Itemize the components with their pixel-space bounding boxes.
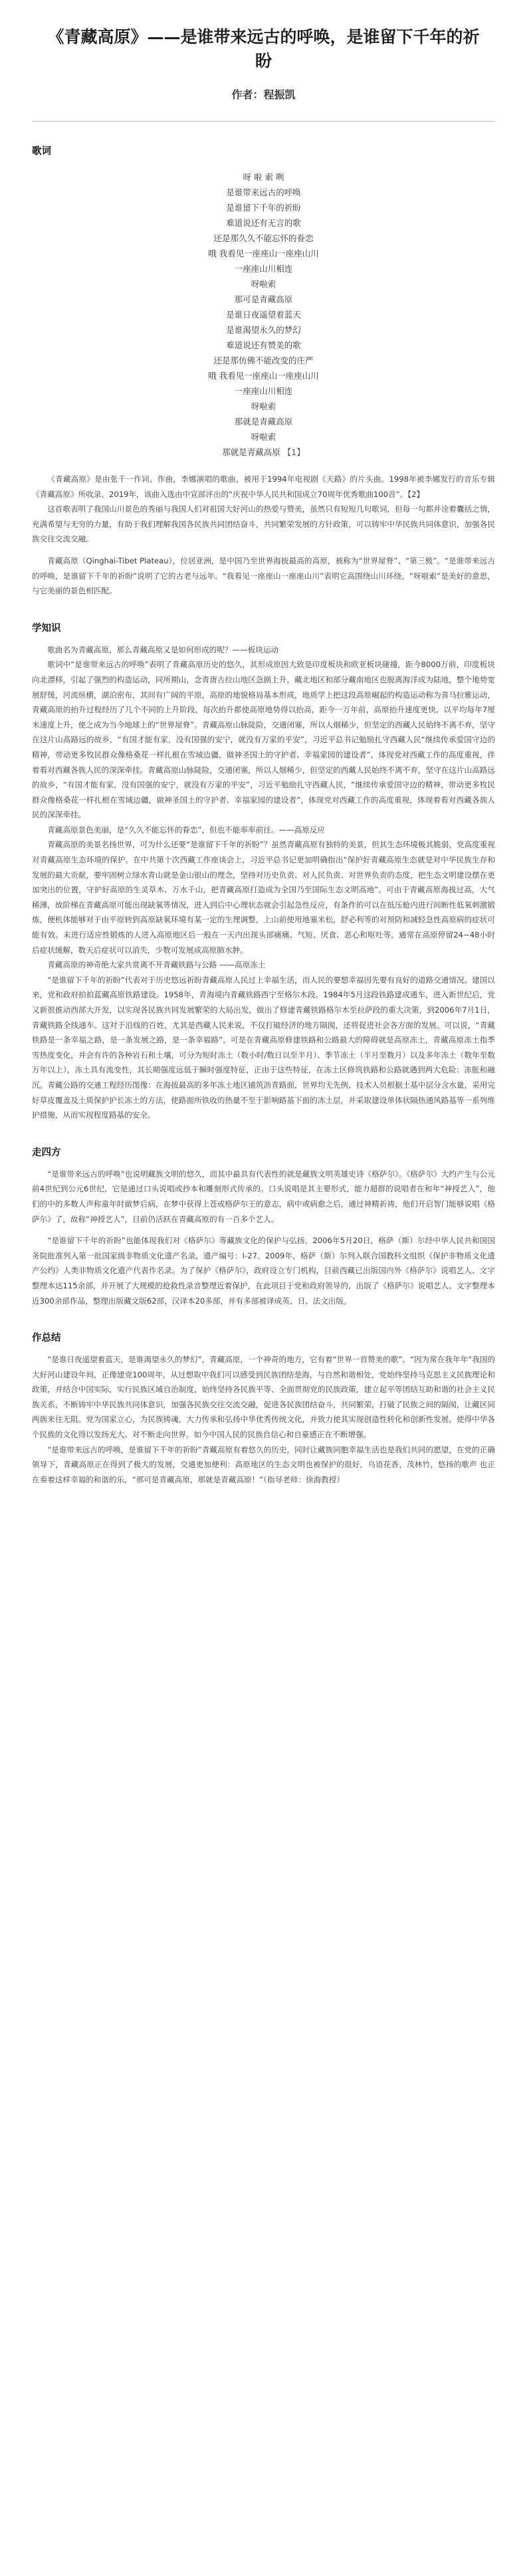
lyric-line: 那就是青藏高原 <box>234 417 293 427</box>
paragraph: “是谁日夜遥望着蓝天，是谁渴望永久的梦幻”，青藏高原，一个神奇的地方，它有着“世界一首赞美的歌”。“因为常在我年年“我国的大好河山建设年间，正像建党100周年，从过想取中我们可以感受到民族团结是海，与自然和谐相处，党始终坚持马克思主义民族理论和政策，并结合中国实际，实行民族区域自治制度，始终坚持各民族平等、全面贯彻党的民族政策，建立起平等团结互助和谐的社会主义民族关系，不断铸牢中华民族共同体意识，加强各民族交往交流交融，促进各民族团结奋斗，共同繁荣，打破了民族之间的隔阂，让藏区同两族来往无阻。党为国家立心，为民族铸魂，大力传承和弘扬中华优秀传统文化，并致力使其实现创造性转化和创新性发展，使得中华各个民族的文化得以发扬光大。对不断走向世界。如今中国人民的民族自信心和自豪感正在不断增强。 <box>32 1355 495 1440</box>
lyric-line: 是谁带来远古的呼唤 <box>226 187 301 197</box>
lyric-line-text: 那就是青藏高原 <box>222 447 280 457</box>
lyric-line: 还是那久久不能忘怀的眷恋 <box>213 233 314 243</box>
section-heading-walk: 走四方 <box>32 1147 61 1158</box>
lyric-line: 呀 啦 索 咧 <box>243 172 284 182</box>
lyric-line: 难道说还有赞美的歌 <box>226 340 301 350</box>
lyric-line: 哦 我看见一座座山一座座山川 <box>208 248 319 258</box>
paragraph: 歌曲名为青藏高原，那么青藏高原又是如何形成的呢？——板块运动 <box>47 644 279 654</box>
lyric-line: 呀啦索 <box>251 279 276 289</box>
paragraph: 歌词中“是谁带来远古的呼唤”表明了青藏高原历史的悠久，其形成原因大致是印度板块和欧亚板块碰撞，距今8000万前，印度板块向北漂移，引起了强烈的构造运动，同所期山，念青唐古拉山地区急剧上升，藏北地区和部分藏南地区也脱离海洋成为陆地，整个地势宽展舒缓，河流纵横，湖泊密布，其间有广阔的平原，高原的地貌格局基本形成，地质学上把这段高原崛起的构造运动称为喜马拉雅运动，青藏高原的抬升过程经历了几个不同的上升阶段，每次抬升都使高原地势得以抬高，距今一万年前，高原抬升速度更快，以平均每年7厘米速度上升，使之成为当今地球上的“世界屋脊”。青藏高原山脉陡险，交通闭塞，所以人烟稀少，但坚定的西藏人民始终不离不弃，坚守在这片山高路远的故乡，“有国才能有家，没有国强的安宁，就没有万家的平安”，习近平总书记勉励扎守西藏人民“继续传承爱国守边的精神，带动更多牧民群众像格桑花一样扎根在雪域边疆，做神圣国土的守护者、幸福家园的建设者”，体现党对西藏工作的高度重视，伴着看对西藏各族人民的深深牵挂。青藏高原山脉陡险，交通闭塞，所以人烟稀少，但坚定的西藏人民始终不离不弃，坚守在这片山高路远的故乡，“有国才能有家，没有国强的安宁，就没有万家的平安”，习近平勉励扎守西藏人民，“继续传承爱国守边的精神，带动更多牧民群众像格桑花一样扎根在雪域边疆，做神圣国土的守护者、幸福家园的建设者”，体现党对西藏工作的高度重视，体现着看对西藏各族人民的深深牵挂。 <box>32 660 495 820</box>
lyric-line: 哦 我看见一座座山一座座山川 <box>208 371 319 381</box>
divider <box>32 121 495 122</box>
section-knowledge <box>32 621 495 1123</box>
paragraph: 《青藏高原》是由张千一作词、作曲，李娜演唱的歌曲，被用于1994年电视剧《天路》的片头曲。1998年被李娜发行的音乐专辑《青藏高原》所收录。2019年，该曲入选由中宣部评出的“庆祝中华人民共和国成立70周年优秀歌曲100首”。【2】 <box>32 474 495 499</box>
section-heading-summary: 作总结 <box>32 1333 61 1344</box>
lyric-line: 一座座山川相连 <box>234 386 293 396</box>
lyrics-block <box>32 169 495 460</box>
paragraph: 青藏高原（Qinghai-Tibet Plateau），位居亚洲，是中国乃至世界海拔最高的高原，被称为“世界屋脊”、“第三极”。“是谁带来远古的呼唤，是谁留下千年的祈盼”说明了它的古老与远年。“我看见一座座山一座座山川”表明它高围绕山川环绕。“呀啦索”是美好的意思，与它美丽的景色相匹配。 <box>32 555 495 596</box>
paragraph: 青藏高原景色美丽，是“久久不能忘怀的眷恋”，但也不能率率前往。——高原反应 <box>47 825 325 835</box>
lyric-line <box>32 445 495 460</box>
paragraph: 这首歌表明了我国山川景色的秀丽与我国人们对祖国大好河山的热爱与赞美，虽然只有短短几句歌词，但每一句都并诠着囊括之情，充满希望与无穷的力量，有助于我们理解我国各民族共同团结奋斗，共同繁荣发展的方针政策，可以铸牢中华民族共同体意识，加强各民族交往交流交融。 <box>32 504 495 544</box>
article-author: 作者：程振凯 <box>231 88 296 101</box>
lyric-line: 呀啦索 <box>251 432 276 442</box>
article-title: 《青藏高原》——是谁带来远古的呼唤，是谁留下千年的祈盼 <box>47 27 480 70</box>
lyric-line: 呀啦索 <box>251 401 276 411</box>
lyric-line: 难道说还有无言的歌 <box>226 218 301 228</box>
paragraph: “是谁带来远古的呼唤”也说明藏族文明的悠久，而其中最具有代表性的就是藏族文明英雄史诗《格萨尔》。《格萨尔》大约产生与公元前4世纪到公元6世纪，它是通过口头说唱或抄本和雕刻形式传承的。口头说唱是其主要形式，能力超群的说唱者在和年“神授艺人”，他们的中的多数人声称童年时做梦后病，在梦中获得上苍或格萨尔王的意志，病中或病愈之后，通过神精祈祷，他们开启智门能够说唱《格萨尔》了，故称“神授艺人”，目前仍活跃在青藏高原的有一百多个艺人。 <box>32 1169 495 1224</box>
paragraph: “是谁带来远古的呼唤，是谁留下千年的祈盼”青藏高原有着悠久的历史，同时让藏族同胞幸福生活也是我们共同的愿望，在党的正确领导下，青藏高原正在得到了极大的发展，交通更加便利：高原地区的生态文明也被保护的很好，乌语花香，茂林竹，悠扬的歌声 也正在奏着这样幸福的和谐的乐，“那可是青藏高原，那就是青藏高原！”（指导老师：徐海教授） <box>32 1444 495 1484</box>
section-lyrics <box>32 144 495 599</box>
paragraph: “是谁留下千年的祈盼”代表对于历史悠远祈盼青藏高原人民过上幸福生活，而人民的要想幸福因先要有良好的道路交通情况。建国以来，党和政府拍拍蓝藏高原铁路建设。1958年，青海境内青藏铁路西宁至格尔木段。1984年5月这段铁路建成通车，进入新世纪后，党又新很推动西部大开发，以实现各民族共同发展繁荣的大局出发，做出了修建青藏铁路格尔木至拉萨段的重大决策，到2006年7月1日，青藏铁路全线通车。这对于沿线的百姓，尤其是西藏人民来说，不仅打破经济的地方隔阂，还将促进社会各方面的发展。可以说，“青藏铁路是一条幸福之路，是一条发展之路，是一条幸福路”。可是在青藏高原修建铁路和公路最大的障碍就是高原冻土，青藏高原冻土指季雪热度变化，并会有许的各种岩石和土壤，可分为短时冻土（数小时/数日以至半月）、季节冻土（半月至数月）以及多年冻土（数年至数万年以上），冻土具有流变性，其长期强度远低于瞬时强度特征，正由于这些特征，在冻土区修筑铁路和公路就遇到两大危险：冻胀和融沉。青藏公路的交通工程经历图像：在海拔最高的多年冻土地区铺筑沥青路面，世界均无先例，技术人员根据土基中层分含水量，采用完好草皮覆盖及土质保护护长冻土的方法，使路面所铁收的热量不至于影响路基下面的冻土层，并采取建设单体状隔热通风路基等一系列维护措施，从而实现程度路基的安全。 <box>32 975 495 1120</box>
section-summary <box>32 1331 495 1487</box>
paragraph: 青藏高原的美景名扬世界，可为什么还要“是谁留下千年的祈盼”？虽然青藏高原有独特的美景，但其生态环境极其脆弱，党高度重视对青藏高原生态环境的保护。在中共第十次西藏工作座谈会上，习近平总书记更加明确指出“保护好青藏高原生态就是对中华民族生存和发展的最大贡献，要牢固树立绿水青山就是金山银山的理念，坚持对历史负责、对人民负责、对世界负责的态度，把生态文明建设摆在更加突出的位置，守护好高原的生灵草木、万水千山，把青藏高原打造成为全国乃至国际生态文明高地”。可由于青藏高原海拔过高，大气稀薄，故阶梯在青藏高原可能出现缺氧等情况，进入到后中心理状态就会引起急性反应，有条件的可以在低压舱内进行间断性低氧刺激锻炼，便机体能够对于由平原转到高原缺氧环境有某一定的生理调整，上山前使用地塞米松，舒必利等的对预防和减轻急性高原病的症状可能有效。未进行适应性锻炼的人进入高原地区后一般在一天内出现头部痛痛、气短、厌食、恶心和呕吐等。通常在高原停留24~48小时后症状缓解，数天后症状可以消失，少数可发展成高原肺水肿。 <box>32 840 495 955</box>
section-walk <box>32 1145 495 1308</box>
lyric-line: 是谁渴望永久的梦幻 <box>226 325 301 335</box>
section-heading-knowledge: 学知识 <box>32 623 61 634</box>
footnote-ref: 【1】 <box>282 447 305 457</box>
lyric-line: 还是那仿佛不能改变的庄严 <box>213 355 314 365</box>
section-heading-lyrics: 歌词 <box>32 146 51 157</box>
lyric-line: 是谁留下千年的祈盼 <box>226 203 301 213</box>
paragraph: 青藏高原的神奇绝大家共赏离不开青藏铁路与公路 ——高原冻土 <box>47 960 266 970</box>
lyric-line: 是谁日夜遥望着蓝天 <box>226 310 301 320</box>
lyric-line: 那可是青藏高原 <box>234 294 293 304</box>
lyric-line: 一座座山川相连 <box>234 264 293 274</box>
paragraph: “是谁留下千年的祈盼”也能体现我们对《格萨尔》等藏族文化的保护与弘扬。2006年5月20日，格萨（斯）尔经中华人民共和国国务院批准列入第一批国家级非物质文化遗产名录，遗产编号：Ⅰ-27。2009年，格萨（斯）尔列入联合国教科文组织《保护非物质文化遗产公约》人类非物质文化遗产代表作名录。为了保护《格萨尔》，政府设立专门机构，目前西藏已出版国内外《格萨尔》说唱艺人、文字整理本达115余部，并开展了大规模的抢救性录音整理近着保护，在此项目于党和政府领导的，出版了《格萨尔》说唱艺人、文字整理本近300余部作品，整理出版藏文版62部，汉译本20多部，并有多部被译成英、日、法文出版。 <box>32 1236 495 1306</box>
